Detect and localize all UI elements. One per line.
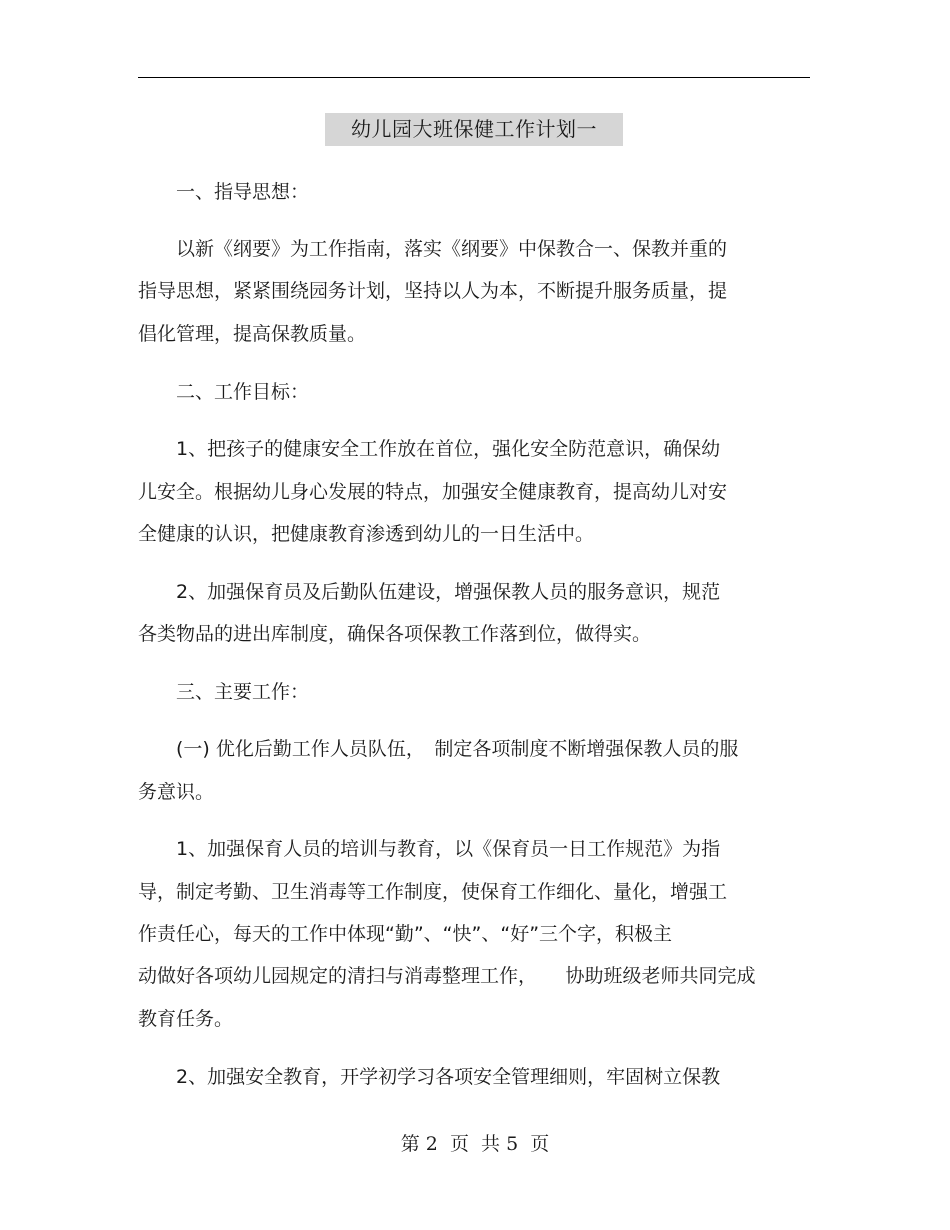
text-line: 以新《纲要》为工作指南，落实《纲要》中保教合一、保教并重的: [138, 238, 728, 260]
text-line: 儿安全。根据幼儿身心发展的特点，加强安全健康教育，提高幼儿对安: [138, 481, 728, 503]
text-line: 1、加强保育人员的培训与教育，以《保育员一日工作规范》为指: [138, 838, 721, 860]
text-line: 教育任务。: [138, 1008, 234, 1030]
text-line: 导，制定考勤、卫生消毒等工作制度，使保育工作细化、量化，增强工: [138, 881, 728, 903]
text-line: 倡化管理，提高保教质量。: [138, 323, 367, 345]
text-line: 2、加强保育员及后勤队伍建设，增强保教人员的服务意识，规范: [138, 581, 721, 603]
text-line: 三、主要工作：: [138, 681, 310, 703]
text-line: 各类物品的进出库制度，确保各项保教工作落到位，做得实。: [138, 623, 652, 645]
page-number: 第 2 页 共 5 页: [400, 1133, 550, 1155]
text-line: 务意识。: [138, 781, 215, 803]
text-line: (一) 优化后勤工作人员队伍， 制定各项制度不断增强保教人员的服: [138, 738, 739, 760]
text-line: 1、把孩子的健康安全工作放在首位，强化安全防范意识，确保幼: [138, 438, 721, 460]
text-line: 2、加强安全教育，开学初学习各项安全管理细则，牢固树立保教: [138, 1066, 721, 1088]
document-title: 幼儿园大班保健工作计划一: [325, 113, 623, 146]
text-line: 全健康的认识，把健康教育渗透到幼儿的一日生活中。: [138, 523, 595, 545]
text-line: 指导思想，紧紧围绕园务计划，坚持以人为本，不断提升服务质量，提: [138, 280, 728, 302]
text-line: 一、指导思想：: [138, 181, 310, 203]
header-rule: [138, 77, 810, 78]
text-line: 动做好各项幼儿园规定的清扫与消毒整理工作， 协助班级老师共同完成: [138, 965, 756, 987]
text-line: 作责任心，每天的工作中体现“勤”、“快”、“好”三个字，积极主: [138, 923, 673, 945]
text-line: 二、工作目标：: [138, 381, 310, 403]
